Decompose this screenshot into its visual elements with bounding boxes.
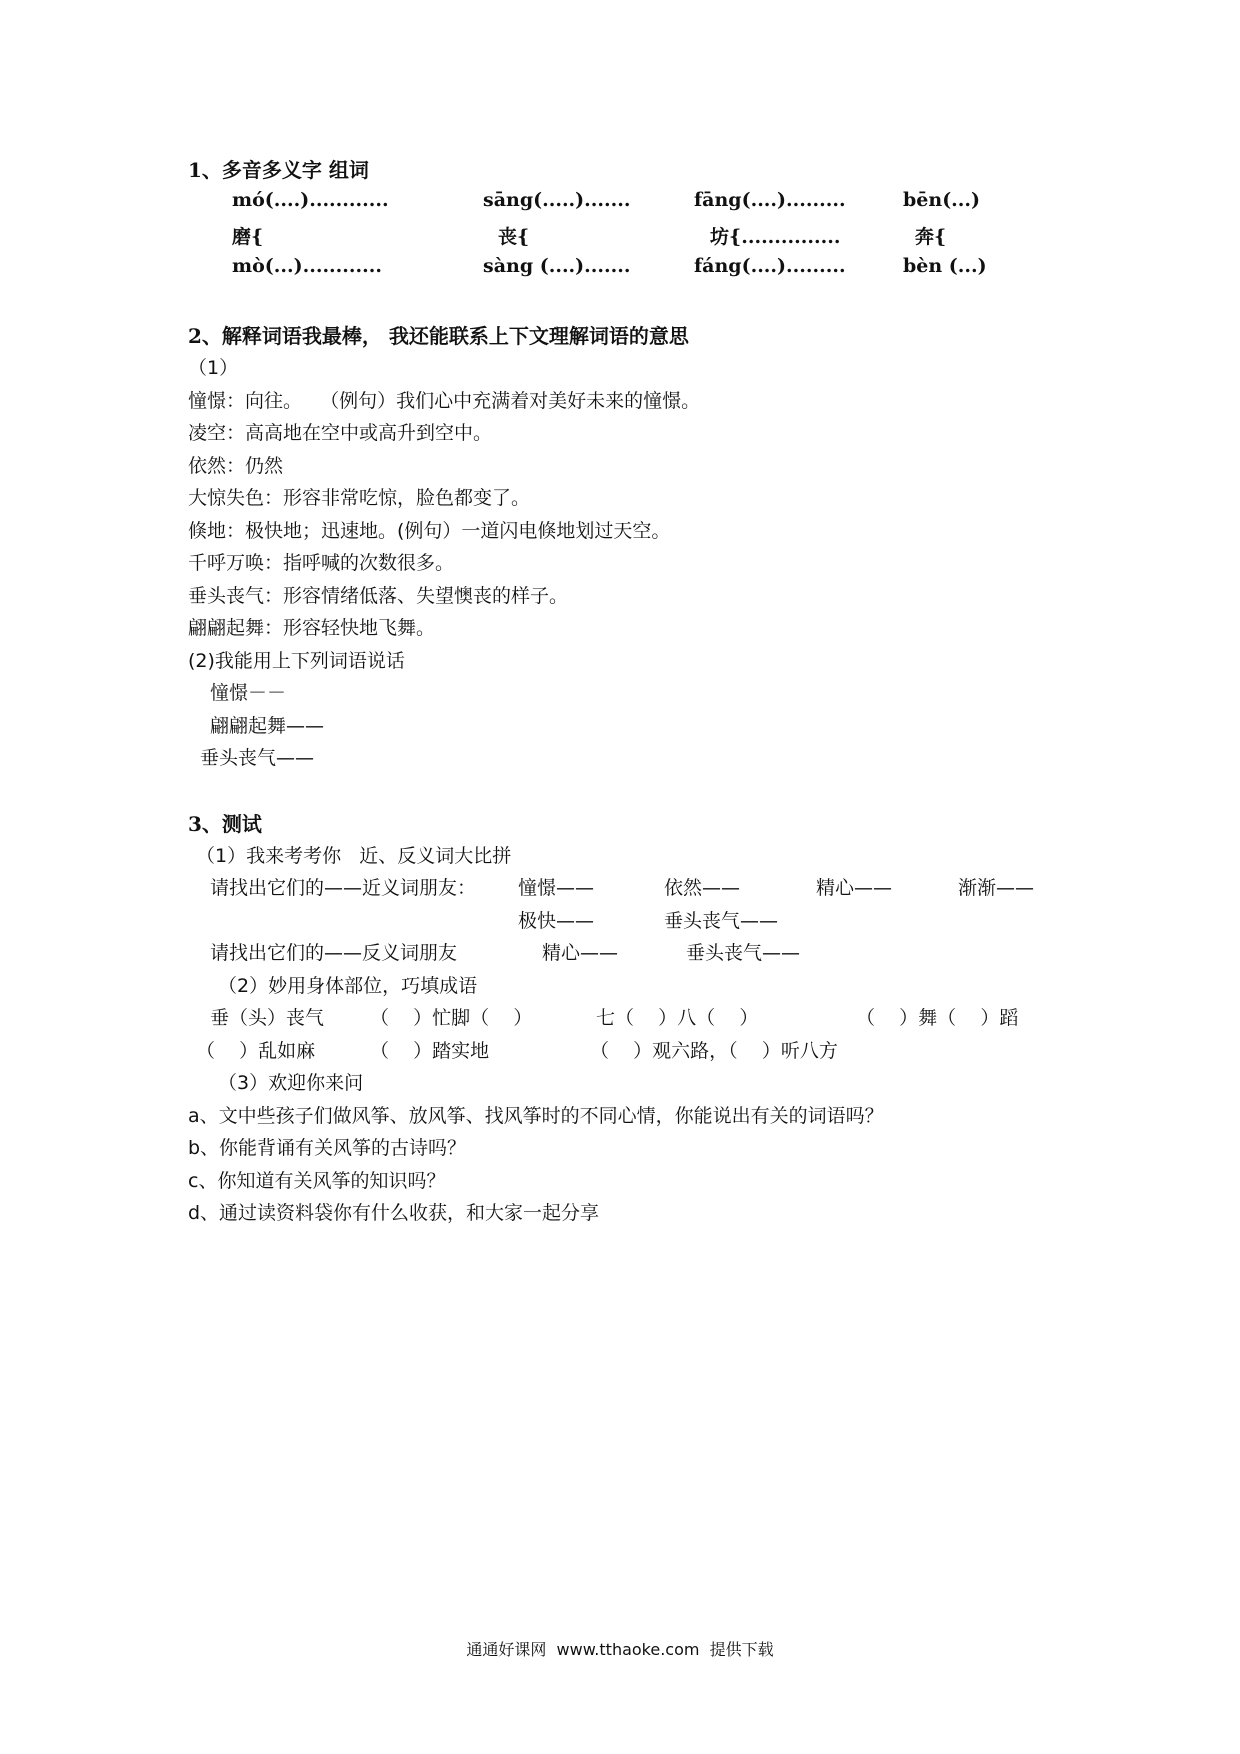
ask-question: b、你能背诵有关风筝的古诗吗？ <box>188 1137 467 1159</box>
synonym-item: 憧憬—— <box>518 877 595 899</box>
section-1-title: 1、多音多义字 组词 <box>188 158 369 182</box>
sub-2-label: (2)我能用上下列词语说话 <box>188 650 405 672</box>
ask-question: d、通过读资料袋你有什么收获，和大家一起分享 <box>188 1202 600 1224</box>
section-2-title: 2、解释词语我最棒， 我还能联系上下文理解词语的意思 <box>188 324 689 348</box>
pinyin-mo4: mò(...)............ <box>232 255 382 277</box>
section-3-title: 3、测试 <box>188 812 262 836</box>
synonym-item: 渐渐—— <box>958 877 1035 899</box>
definition-line: 翩翩起舞：形容轻快地飞舞。 <box>188 617 436 639</box>
page-footer: 通通好课网 www.tthaoke.com 提供下载 <box>466 1640 774 1659</box>
synonym-item: 极快—— <box>518 910 595 932</box>
pinyin-fang1: fāng(....)......... <box>694 189 846 211</box>
char-sang: 丧{ <box>498 226 530 248</box>
ask-question: a、文中些孩子们做风筝、放风筝、找风筝时的不同心情，你能说出有关的词语吗？ <box>188 1105 884 1127</box>
ask-question: c、你知道有关风筝的知识吗？ <box>188 1170 446 1192</box>
pinyin-ben4: bèn (...) <box>903 255 987 277</box>
antonym-item: 垂头丧气—— <box>686 942 801 964</box>
idiom-blank: （ ）乱如麻 <box>196 1040 316 1062</box>
synonym-item: 依然—— <box>664 877 741 899</box>
antonym-item: 精心—— <box>542 942 619 964</box>
practice-word: 垂头丧气—— <box>200 747 315 769</box>
idiom-blank: 七（ ）八（ ） <box>596 1007 759 1029</box>
definition-line: 大惊失色：形容非常吃惊，脸色都变了。 <box>188 487 531 509</box>
definition-line: 凌空：高高地在空中或高升到空中。 <box>188 422 493 444</box>
pinyin-ben1: bēn(...) <box>903 189 981 211</box>
sub-1-label: （1） <box>188 357 239 379</box>
definition-line: 依然：仍然 <box>188 455 284 477</box>
definition-line: 千呼万唤：指呼喊的次数很多。 <box>188 552 455 574</box>
antonym-label: 请找出它们的——反义词朋友 <box>210 942 458 964</box>
idiom-blank: 垂（头）丧气 <box>210 1007 325 1029</box>
idiom-blank: （ ）舞（ ）蹈 <box>856 1007 1019 1029</box>
pinyin-fang2: fáng(....)......... <box>694 255 846 277</box>
synonym-item: 精心—— <box>816 877 893 899</box>
char-ben: 奔{ <box>915 226 947 248</box>
definition-line: 垂头丧气：形容情绪低落、失望懊丧的样子。 <box>188 585 569 607</box>
idiom-blank: （ ）踏实地 <box>370 1040 490 1062</box>
synonym-item: 垂头丧气—— <box>664 910 779 932</box>
pinyin-sang1: sāng(.....)....... <box>483 189 631 211</box>
synonym-label: 请找出它们的——近义词朋友： <box>210 877 477 899</box>
char-fang: 坊{............... <box>710 226 841 248</box>
question-3: （3）欢迎你来问 <box>218 1072 364 1094</box>
idiom-blank: （ ）忙脚（ ） <box>370 1007 533 1029</box>
definition-line: 倏地：极快地；迅速地。(例句）一道闪电倏地划过天空。 <box>188 520 671 542</box>
char-mo: 磨{ <box>232 226 264 248</box>
question-2: （2）妙用身体部位，巧填成语 <box>218 975 478 997</box>
pinyin-mo2: mó(....)............ <box>232 189 389 211</box>
pinyin-sang4: sàng (....)....... <box>483 255 631 277</box>
practice-word: 翩翩起舞—— <box>210 715 325 737</box>
question-1: （1）我来考考你 近、反义词大比拼 <box>196 845 512 867</box>
idiom-blank: （ ）观六路，（ ）听八方 <box>590 1040 838 1062</box>
practice-word: 憧憬－－ <box>210 682 287 704</box>
definition-line: 憧憬：向往。 （例句）我们心中充满着对美好未来的憧憬。 <box>188 390 701 412</box>
